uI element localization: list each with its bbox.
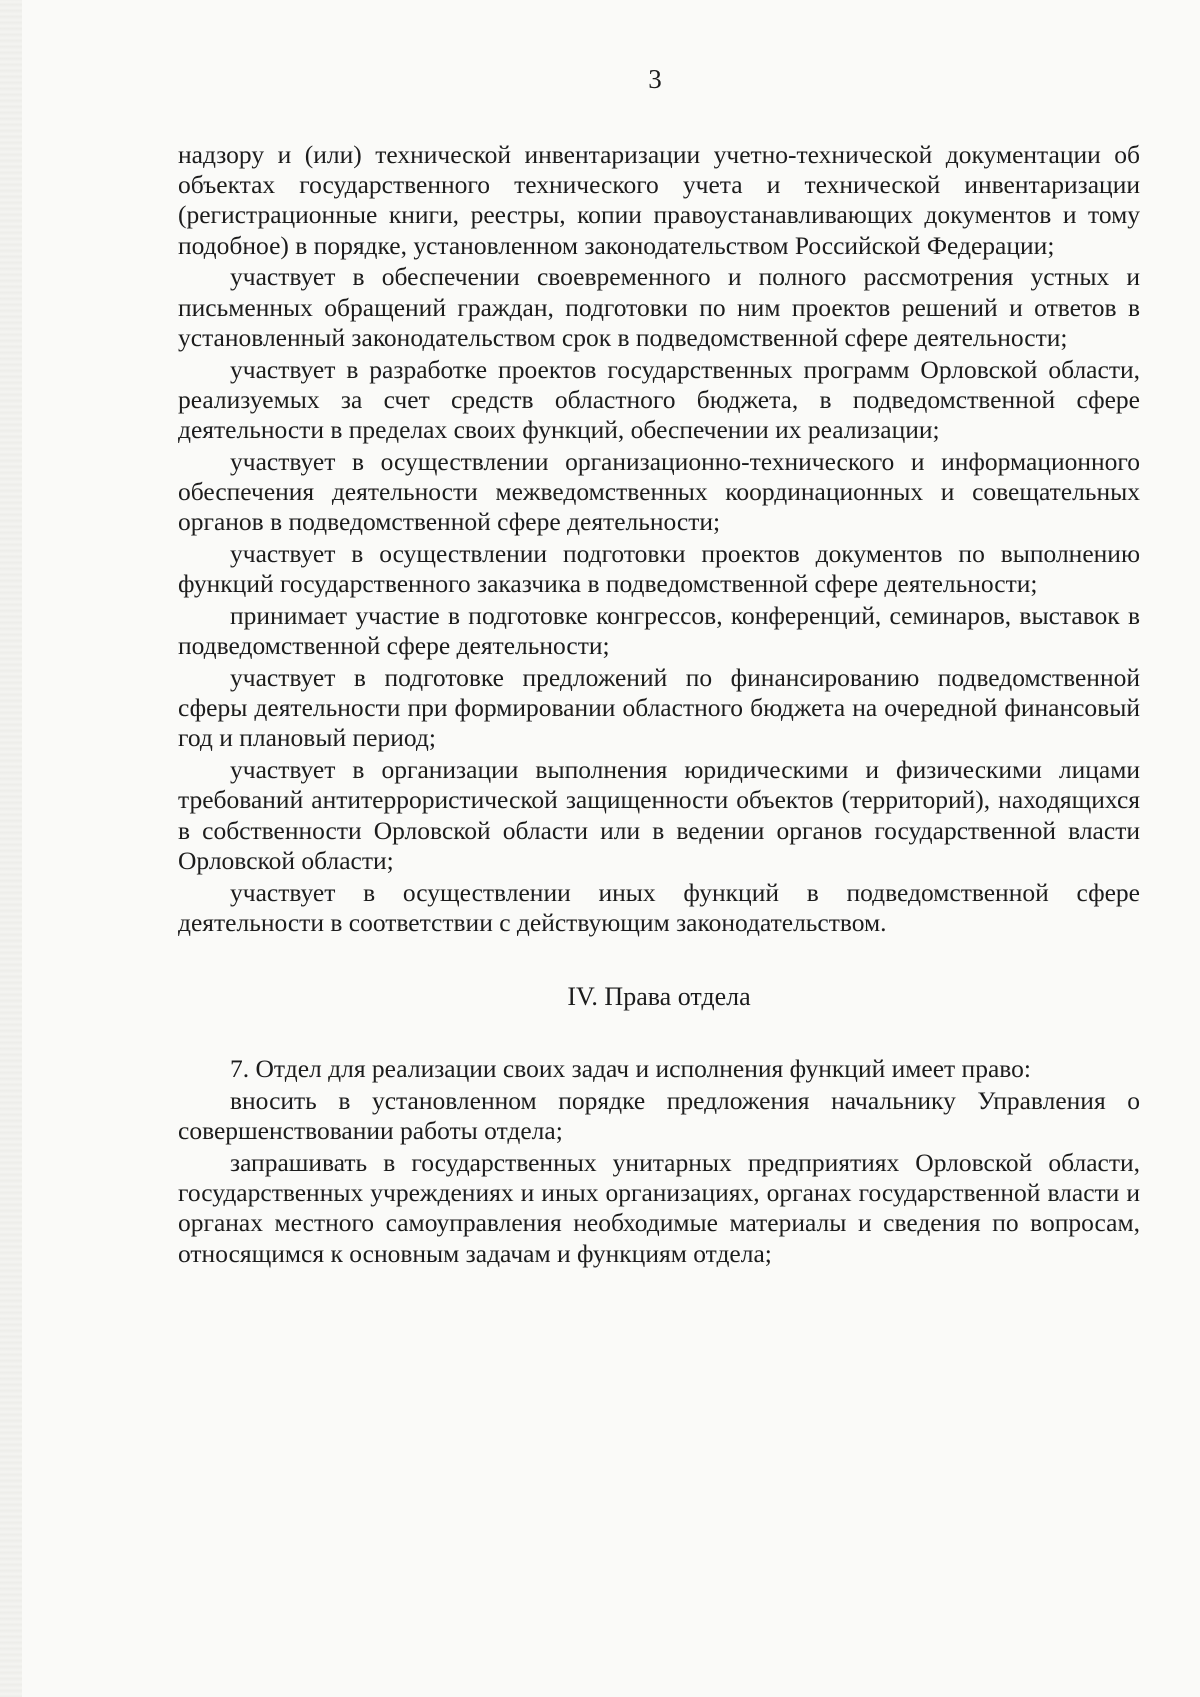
section-heading: IV. Права отдела [567, 982, 751, 1012]
paragraph: участвует в осуществлении организационно-технического и информационного обеспечения деятельности межведомственных координационных и совещательных органов в подведомственной сфере деятельности; [178, 446, 1140, 537]
paragraph: 7. Отдел для реализации своих задач и исполнения функций имеет право: [230, 1054, 1031, 1084]
paragraph: участвует в разработке проектов государственных программ Орловской области, реализуемых за счет средств областного бюджета, в подведомственной сфере деятельности в пределах своих функций, обеспечении их реализации; [178, 354, 1140, 445]
paragraph: надзору и (или) технической инвентаризации учетно-технической документации об объектах государственного технического учета и технической инвентаризации (регистрационные книги, реестры, копии правоустанавливающих документов и тому подобное) в порядке, установленном законодательством Российской Федерации; [178, 140, 1140, 260]
paragraph: вносить в установленном порядке предложения начальнику Управления о совершенствовании работы отдела; [178, 1086, 1140, 1146]
paragraph: участвует в обеспечении своевременного и полного рассмотрения устных и письменных обращений граждан, подготовки по ним проектов решений и ответов в установленный законодательством срок в подведомственной сфере деятельности; [178, 262, 1140, 352]
scan-edge-artifact [0, 0, 22, 1697]
page-number: 3 [648, 64, 662, 94]
paragraph: запрашивать в государственных унитарных предприятиях Орловской области, государственных учреждениях и иных организациях, органах государственной власти и органах местного самоуправления необходимые материалы и сведения по вопросам, относящимся к основным задачам и функциям отдела; [178, 1148, 1140, 1268]
paragraph: участвует в осуществлении иных функций в подведомственной сфере деятельности в соответствии с действующим законодательством. [178, 877, 1140, 937]
paragraph: принимает участие в подготовке конгрессов, конференций, семинаров, выставок в подведомственной сфере деятельности; [178, 601, 1140, 661]
paragraph: участвует в организации выполнения юридическими и физическими лицами требований антитеррористической защищенности объектов (территорий), находящихся в собственности Орловской области или в ведении органов государственной власти Орловской области; [178, 755, 1140, 875]
document-body [178, 140, 1140, 1270]
paragraph: участвует в подготовке предложений по финансированию подведомственной сферы деятельности при формировании областного бюджета на очередной финансовый год и плановый период; [178, 663, 1140, 753]
paragraph: участвует в осуществлении подготовки проектов документов по выполнению функций государственного заказчика в подведомственной сфере деятельности; [178, 539, 1140, 599]
